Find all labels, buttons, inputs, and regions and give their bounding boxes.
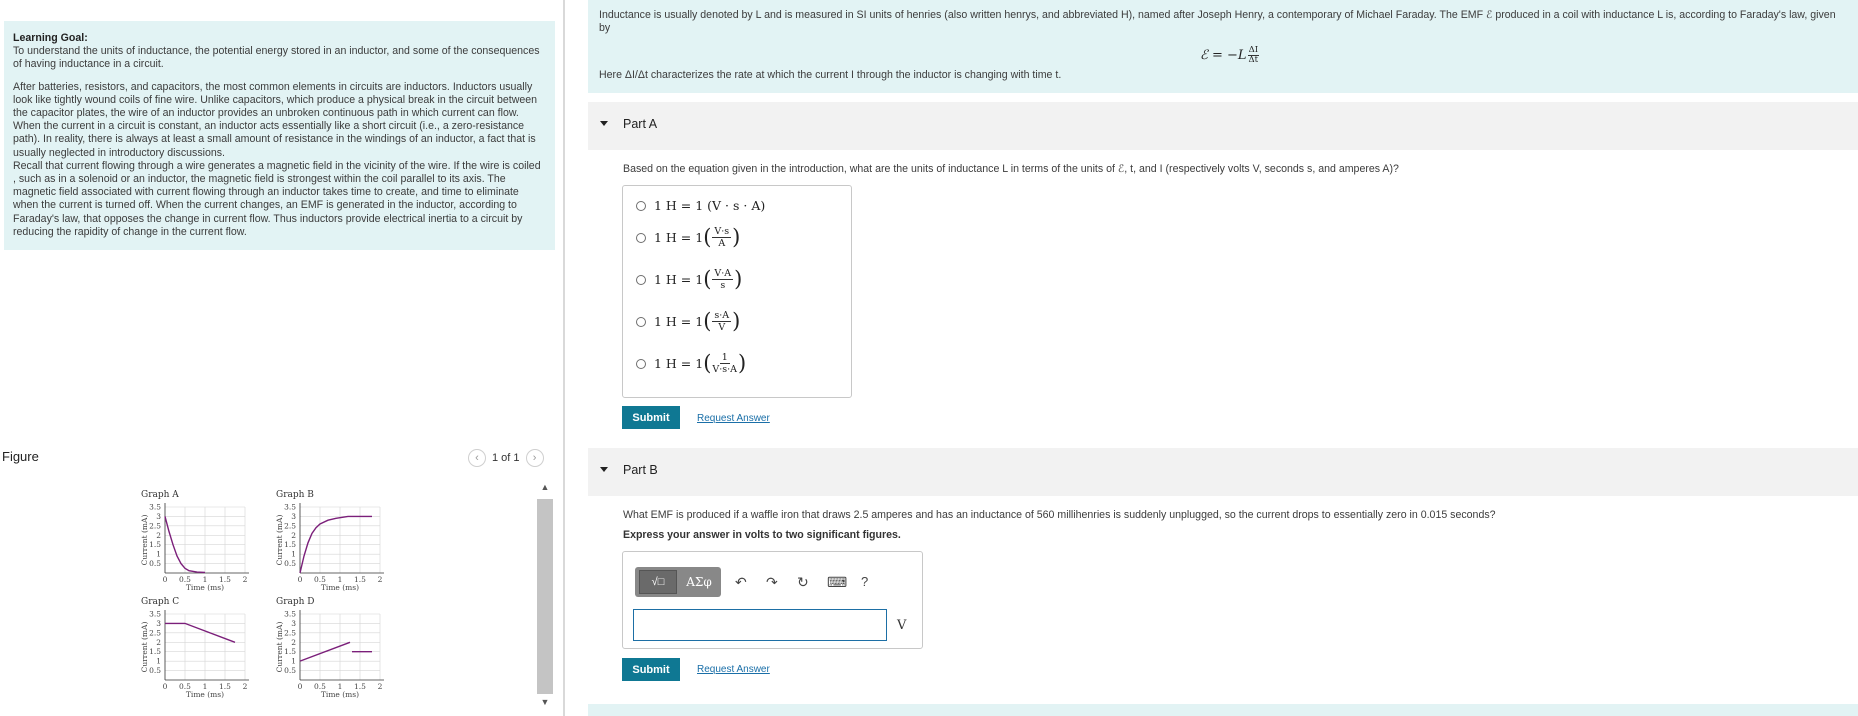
part-b-question: What EMF is produced if a waffle iron that draws 2.5 amperes and has an inductance of 560 millihenries is suddenly unplugged, so the current drops to essentially zero in 0.015 seconds? <box>623 509 1496 521</box>
radio-button[interactable] <box>636 275 646 285</box>
figure-scrollbar[interactable] <box>536 477 554 716</box>
templates-button[interactable]: √□ <box>639 570 677 594</box>
y-tick-label: 1 <box>156 549 161 559</box>
y-tick-label: 1 <box>291 656 296 666</box>
part-a-choices <box>622 185 852 398</box>
choice-4[interactable]: 1 H = 1 ( s·A V ) <box>636 310 740 333</box>
x-tick-label: 0.5 <box>179 575 191 584</box>
radio-button[interactable] <box>636 359 646 369</box>
symbols-button[interactable]: ΑΣφ <box>686 575 712 589</box>
y-tick-label: 3.5 <box>284 609 296 619</box>
keyboard-icon[interactable]: ⌨ <box>827 574 848 590</box>
part-a-title: Part A <box>623 117 658 131</box>
x-tick-label: 1.5 <box>354 575 366 584</box>
choice-1[interactable]: 1 H = 1 (V · s · A) <box>636 198 765 213</box>
y-axis-title: Current (mA) <box>275 514 284 566</box>
y-tick-label: 1.5 <box>284 540 296 550</box>
x-tick-label: 1 <box>337 682 343 691</box>
y-tick-label: 1 <box>156 656 161 666</box>
y-tick-label: 2 <box>156 637 161 647</box>
learning-goal-title: Learning Goal: <box>13 32 88 44</box>
part-a-header[interactable] <box>588 102 1858 150</box>
y-tick-label: 2 <box>291 530 296 540</box>
x-tick-label: 1 <box>337 575 343 584</box>
learning-goal-box <box>4 21 555 250</box>
x-axis-title: Time (ms) <box>185 583 225 592</box>
part-b-title: Part B <box>623 463 658 477</box>
x-tick-label: 2 <box>377 682 383 691</box>
scrollbar-thumb[interactable] <box>537 499 553 694</box>
y-tick-label: 1.5 <box>284 647 296 657</box>
scroll-up-icon[interactable]: ▲ <box>540 482 550 492</box>
y-tick-label: 2.5 <box>284 628 296 638</box>
y-tick-label: 3 <box>291 511 296 521</box>
y-tick-label: 3.5 <box>284 502 296 512</box>
unit-label: V <box>897 618 907 633</box>
right-pane <box>566 0 1858 716</box>
part-b-answer-box <box>622 551 923 649</box>
choice-5[interactable]: 1 H = 1 ( 1 V·s·A ) <box>636 352 746 375</box>
x-tick-label: 2 <box>377 575 383 584</box>
x-tick-label: 0 <box>162 682 168 691</box>
y-tick-label: 2 <box>156 530 161 540</box>
y-tick-label: 2 <box>291 637 296 647</box>
rate-text: Here ΔI/Δt characterizes the rate at which the current I through the inductor is changing with time t. <box>599 69 1062 81</box>
part-b-header[interactable] <box>588 448 1858 496</box>
y-tick-label: 0.5 <box>149 666 161 676</box>
introduction-text: Inductance is usually denoted by L and is measured in SI units of henries (also written henrys, and abbreviated H), named after Joseph Henry, a contemporary of Michael Faraday. The EMF ℰ produced in a coil with inductance L is, according to Faraday's law, given by <box>599 9 1836 34</box>
y-tick-label: 2.5 <box>149 521 161 531</box>
x-tick-label: 0.5 <box>314 575 326 584</box>
caret-down-icon[interactable] <box>600 121 608 126</box>
y-tick-label: 2.5 <box>149 628 161 638</box>
graph-label: Graph B <box>276 490 314 500</box>
figure-title: Figure <box>2 449 39 464</box>
x-axis-title: Time (ms) <box>185 690 225 699</box>
graph-label: Graph C <box>141 597 180 607</box>
part-b-submit-button[interactable]: Submit <box>622 658 680 681</box>
y-tick-label: 2.5 <box>284 521 296 531</box>
y-tick-label: 0.5 <box>284 666 296 676</box>
x-tick-label: 0.5 <box>314 682 326 691</box>
reset-icon[interactable]: ↻ <box>797 574 809 590</box>
x-tick-label: 1.5 <box>219 575 231 584</box>
x-tick-label: 0.5 <box>179 682 191 691</box>
choice-3[interactable]: 1 H = 1 ( V·A s ) <box>636 268 742 291</box>
y-tick-label: 1.5 <box>149 540 161 550</box>
y-axis-title: Current (mA) <box>140 514 149 566</box>
pane-divider[interactable] <box>563 0 565 716</box>
y-axis-title: Current (mA) <box>275 621 284 673</box>
answer-input[interactable] <box>633 609 887 641</box>
y-tick-label: 3 <box>291 618 296 628</box>
math-toolbar <box>635 567 721 597</box>
intro-paragraph-2: Recall that current flowing through a wire generates a magnetic field in the vicinity of the wire. If the wire is coiled , such as in a solenoid or an inductor, the magnetic field is strongest within the coil parallel to its axis. The magnetic field associated with current flowing through an inductor takes time to create, and time to eliminate when the current is turned off. When the current changes, an EMF is generated in the inductor, according to Faraday's law, that opposes the change in current flow. Thus inductors provide electrical inertia to a circuit by reducing the rapidity of change in the current flow. <box>13 159 541 238</box>
chevron-left-icon[interactable]: ‹ <box>468 449 486 467</box>
x-tick-label: 2 <box>242 682 248 691</box>
part-a-request-answer-link[interactable]: Request Answer <box>697 413 770 424</box>
y-tick-label: 1 <box>291 549 296 559</box>
part-b-instruction: Express your answer in volts to two significant figures. <box>623 529 901 541</box>
y-tick-label: 3 <box>156 511 161 521</box>
part-a-question: Based on the equation given in the introduction, what are the units of inductance L in terms of the units of ℰ, t, and I (respectively volts V, seconds s, and amperes A)? <box>623 163 1399 175</box>
radio-button[interactable] <box>636 201 646 211</box>
introduction-box <box>588 0 1858 93</box>
scroll-down-icon[interactable]: ▼ <box>540 697 550 707</box>
figure-counter: 1 of 1 <box>492 452 520 464</box>
radio-button[interactable] <box>636 317 646 327</box>
x-tick-label: 0 <box>297 575 303 584</box>
x-axis-title: Time (ms) <box>320 690 360 699</box>
x-tick-label: 1.5 <box>354 682 366 691</box>
graph-label: Graph D <box>276 597 315 607</box>
redo-icon[interactable]: ↷ <box>766 574 778 590</box>
caret-down-icon[interactable] <box>600 467 608 472</box>
choice-2[interactable]: 1 H = 1 ( V·s A ) <box>636 226 740 249</box>
part-a-submit-button[interactable]: Submit <box>622 406 680 429</box>
y-tick-label: 3 <box>156 618 161 628</box>
x-tick-label: 2 <box>242 575 248 584</box>
learning-goal-text: To understand the units of inductance, the potential energy stored in an inductor, and some of the consequences of having inductance in a circuit. <box>13 45 540 71</box>
figure-pager <box>468 449 544 467</box>
y-tick-label: 0.5 <box>284 559 296 569</box>
x-axis-title: Time (ms) <box>320 583 360 592</box>
graph-label: Graph A <box>141 490 179 500</box>
next-section-strip <box>588 704 1858 716</box>
x-tick-label: 0 <box>162 575 168 584</box>
x-tick-label: 0 <box>297 682 303 691</box>
y-tick-label: 0.5 <box>149 559 161 569</box>
left-pane <box>0 0 566 716</box>
y-tick-label: 3.5 <box>149 609 161 619</box>
radio-button[interactable] <box>636 233 646 243</box>
help-icon[interactable]: ? <box>861 574 869 589</box>
chevron-right-icon[interactable]: › <box>526 449 544 467</box>
undo-icon[interactable]: ↶ <box>735 574 747 590</box>
x-tick-label: 1 <box>202 575 208 584</box>
y-tick-label: 1.5 <box>149 647 161 657</box>
figure-graphs <box>0 477 536 716</box>
part-b-request-answer-link[interactable]: Request Answer <box>697 664 770 675</box>
faraday-equation: ℰ = −L $\frac{\Delta I}{\Delta t}$ <box>1200 45 1259 65</box>
x-tick-label: 1 <box>202 682 208 691</box>
intro-paragraph-1: After batteries, resistors, and capacitors, the most common elements in circuits are inductors. Inductors usually look like tightly wound coils of fine wire. Unlike capacitors, which produce a physical break in the circuit between the capacitor plates, the wire of an inductor provides an unbroken continuous path in which current can flow. When the current in a circuit is constant, an inductor acts essentially like a short circuit (i.e., a zero-resistance path). In reality, there is always at least a small amount of resistance in the windings of an inductor, a fact that is usually neglected in introductory discussions. <box>13 80 538 159</box>
x-tick-label: 1.5 <box>219 682 231 691</box>
y-axis-title: Current (mA) <box>140 621 149 673</box>
y-tick-label: 3.5 <box>149 502 161 512</box>
